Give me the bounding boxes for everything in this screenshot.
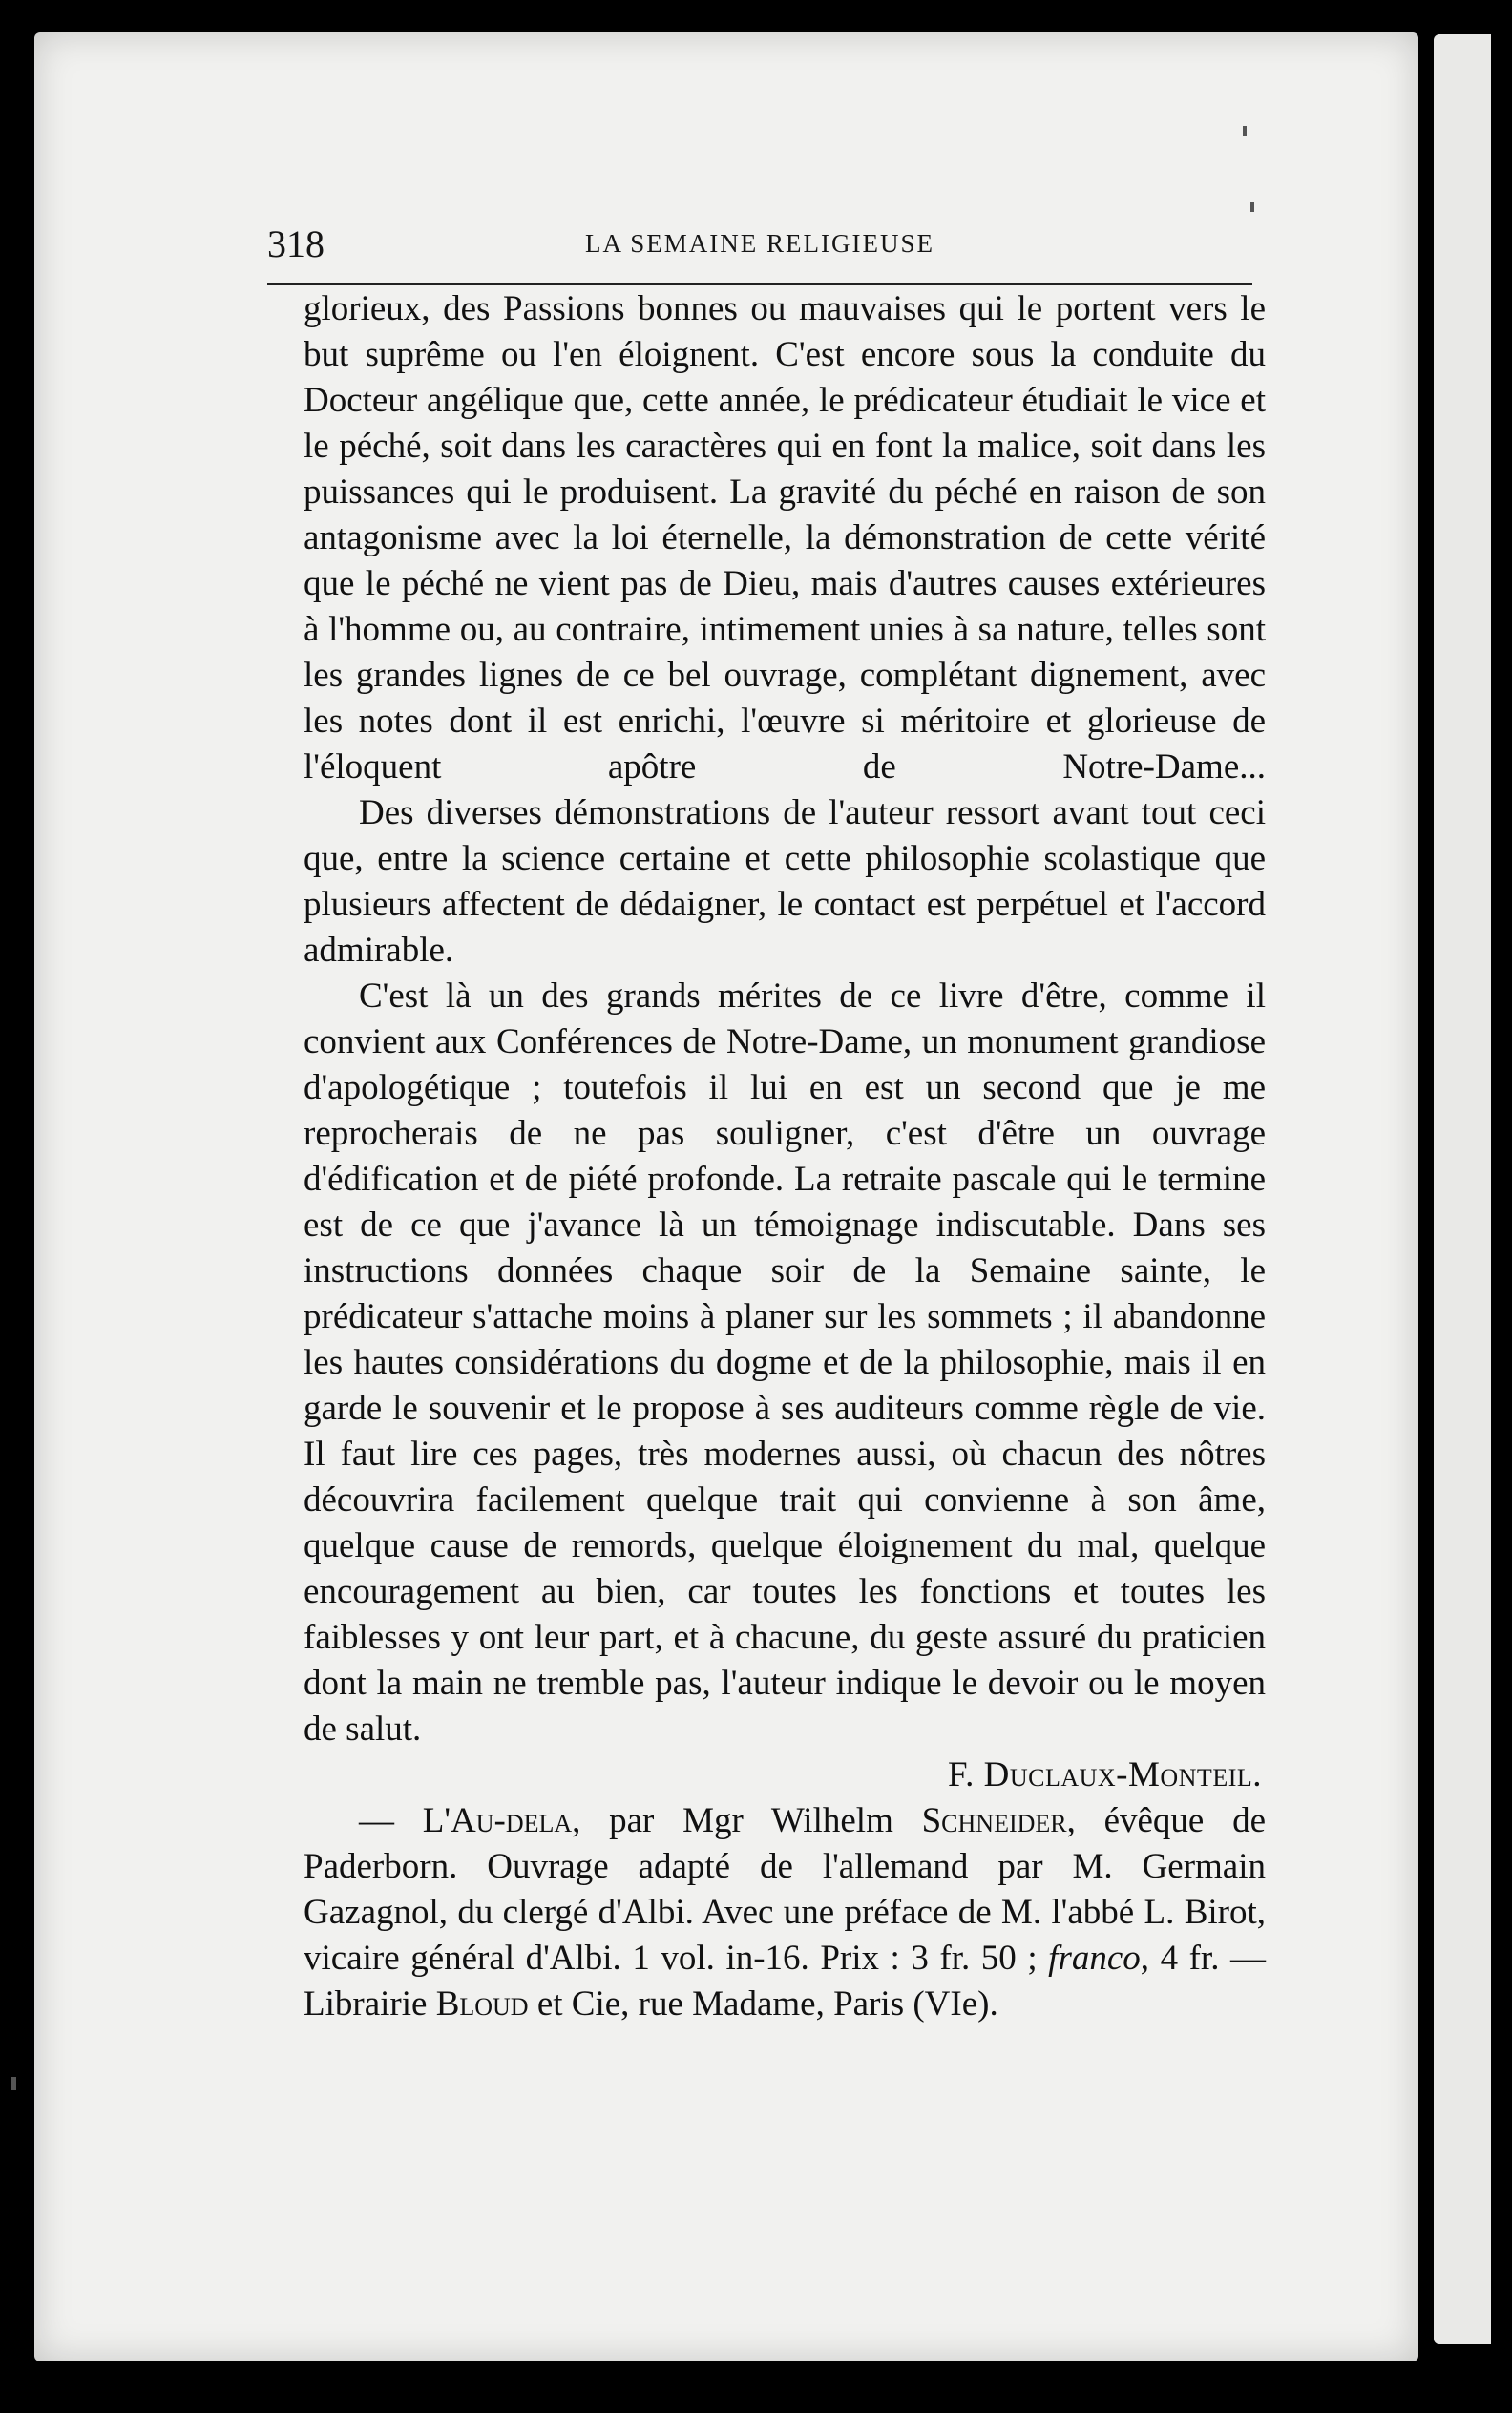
paragraph-1: glorieux, des Passions bonnes ou mauvaises qui le portent vers le but suprême ou l'en éloignent. C'est encore sous la conduite du Docteur angélique que, cette année, le prédicateur étudiait le vice et le péché, soit dans les caractères qui en font la malice, soit dans les puissances qui le produisent. La gravité du péché en raison de son antagonisme avec la loi éternelle, la démonstration de cette vérité que le péché ne vient pas de Dieu, mais d'autres causes extérieures à l'homme ou, au contraire, intimement unies à sa nature, telles sont les grandes lignes de ce bel ouvrage, complétant dignement, avec les notes dont il est enrichi, l'œuvre si méritoire et glorieuse de l'éloquent apôtre de Notre-Dame...	[304, 289, 1266, 787]
scan-speck	[1243, 126, 1247, 136]
notice-text: , 4 fr. — Librairie	[304, 1939, 1267, 2024]
page-header	[267, 221, 1252, 288]
notice-title: — L'Au-dela	[359, 1801, 573, 1840]
header-rule	[267, 283, 1252, 285]
body-text	[304, 286, 1266, 2027]
notice-text: , par Mgr Wilhelm	[572, 1801, 922, 1840]
book-notice	[304, 1798, 1266, 2027]
scan-speck	[11, 2077, 16, 2090]
paragraph-3: C'est là un des grands mérites de ce livre d'être, comme il convient aux Conférences de Notre-Dame, un monument grandiose d'apologétique ; toutefois il lui en est un second que je me reprocherais de ne pas souligner, c'est d'être un ouvrage d'édification et de piété profonde. La retraite pascale qui le termine est de ce que j'avance là un témoignage indiscutable. Dans ses instructions données chaque soir de la Semaine sainte, le prédicateur s'attache moins à planer sur les sommets ; il abandonne les hautes considérations du dogme et de la philosophie, mais il en garde le souvenir et le propose à ses auditeurs comme règle de vie. Il faut lire ces pages, très modernes aussi, où chacun des nôtres découvrira facilement quelque trait qui convienne à son âme, quelque cause de remords, quelque éloignement du mal, quelque encouragement au bien, car toutes les fonctions et toutes les faiblesses y ont leur part, et à chacune, du geste assuré du praticien dont la main ne tremble pas, l'auteur indique le devoir ou le moyen de salut.	[304, 976, 1266, 1749]
page-number: 318	[267, 222, 325, 265]
notice-author: Schneider	[921, 1801, 1067, 1840]
running-head: LA SEMAINE RELIGIEUSE	[585, 229, 934, 258]
notice-franco: franco	[1048, 1939, 1141, 1978]
adjacent-page-edge	[1434, 34, 1491, 2344]
notice-publisher: Bloud	[435, 1984, 529, 2024]
paragraph-2: Des diverses démonstrations de l'auteur ressort avant tout ceci que, entre la science certaine et cette philosophie scolastique que plusieurs affectent de dédaigner, le contact est perpétuel et l'accord admirable.	[304, 793, 1266, 970]
signature: F. Duclaux-Monteil.	[948, 1755, 1262, 1794]
scan-speck	[1250, 202, 1254, 212]
notice-text: et Cie, rue Madame, Paris (VIe).	[528, 1984, 998, 2024]
notice-text: , évêque de Paderborn. Ouvrage adapté de l'allemand par M. Germain Gazagnol, du clergé d'Albi. Avec une préface de M. l'abbé L. Birot, vicaire général d'Albi. 1 vol. in-16. Prix : 3 fr. 50 ;	[304, 1801, 1267, 1978]
